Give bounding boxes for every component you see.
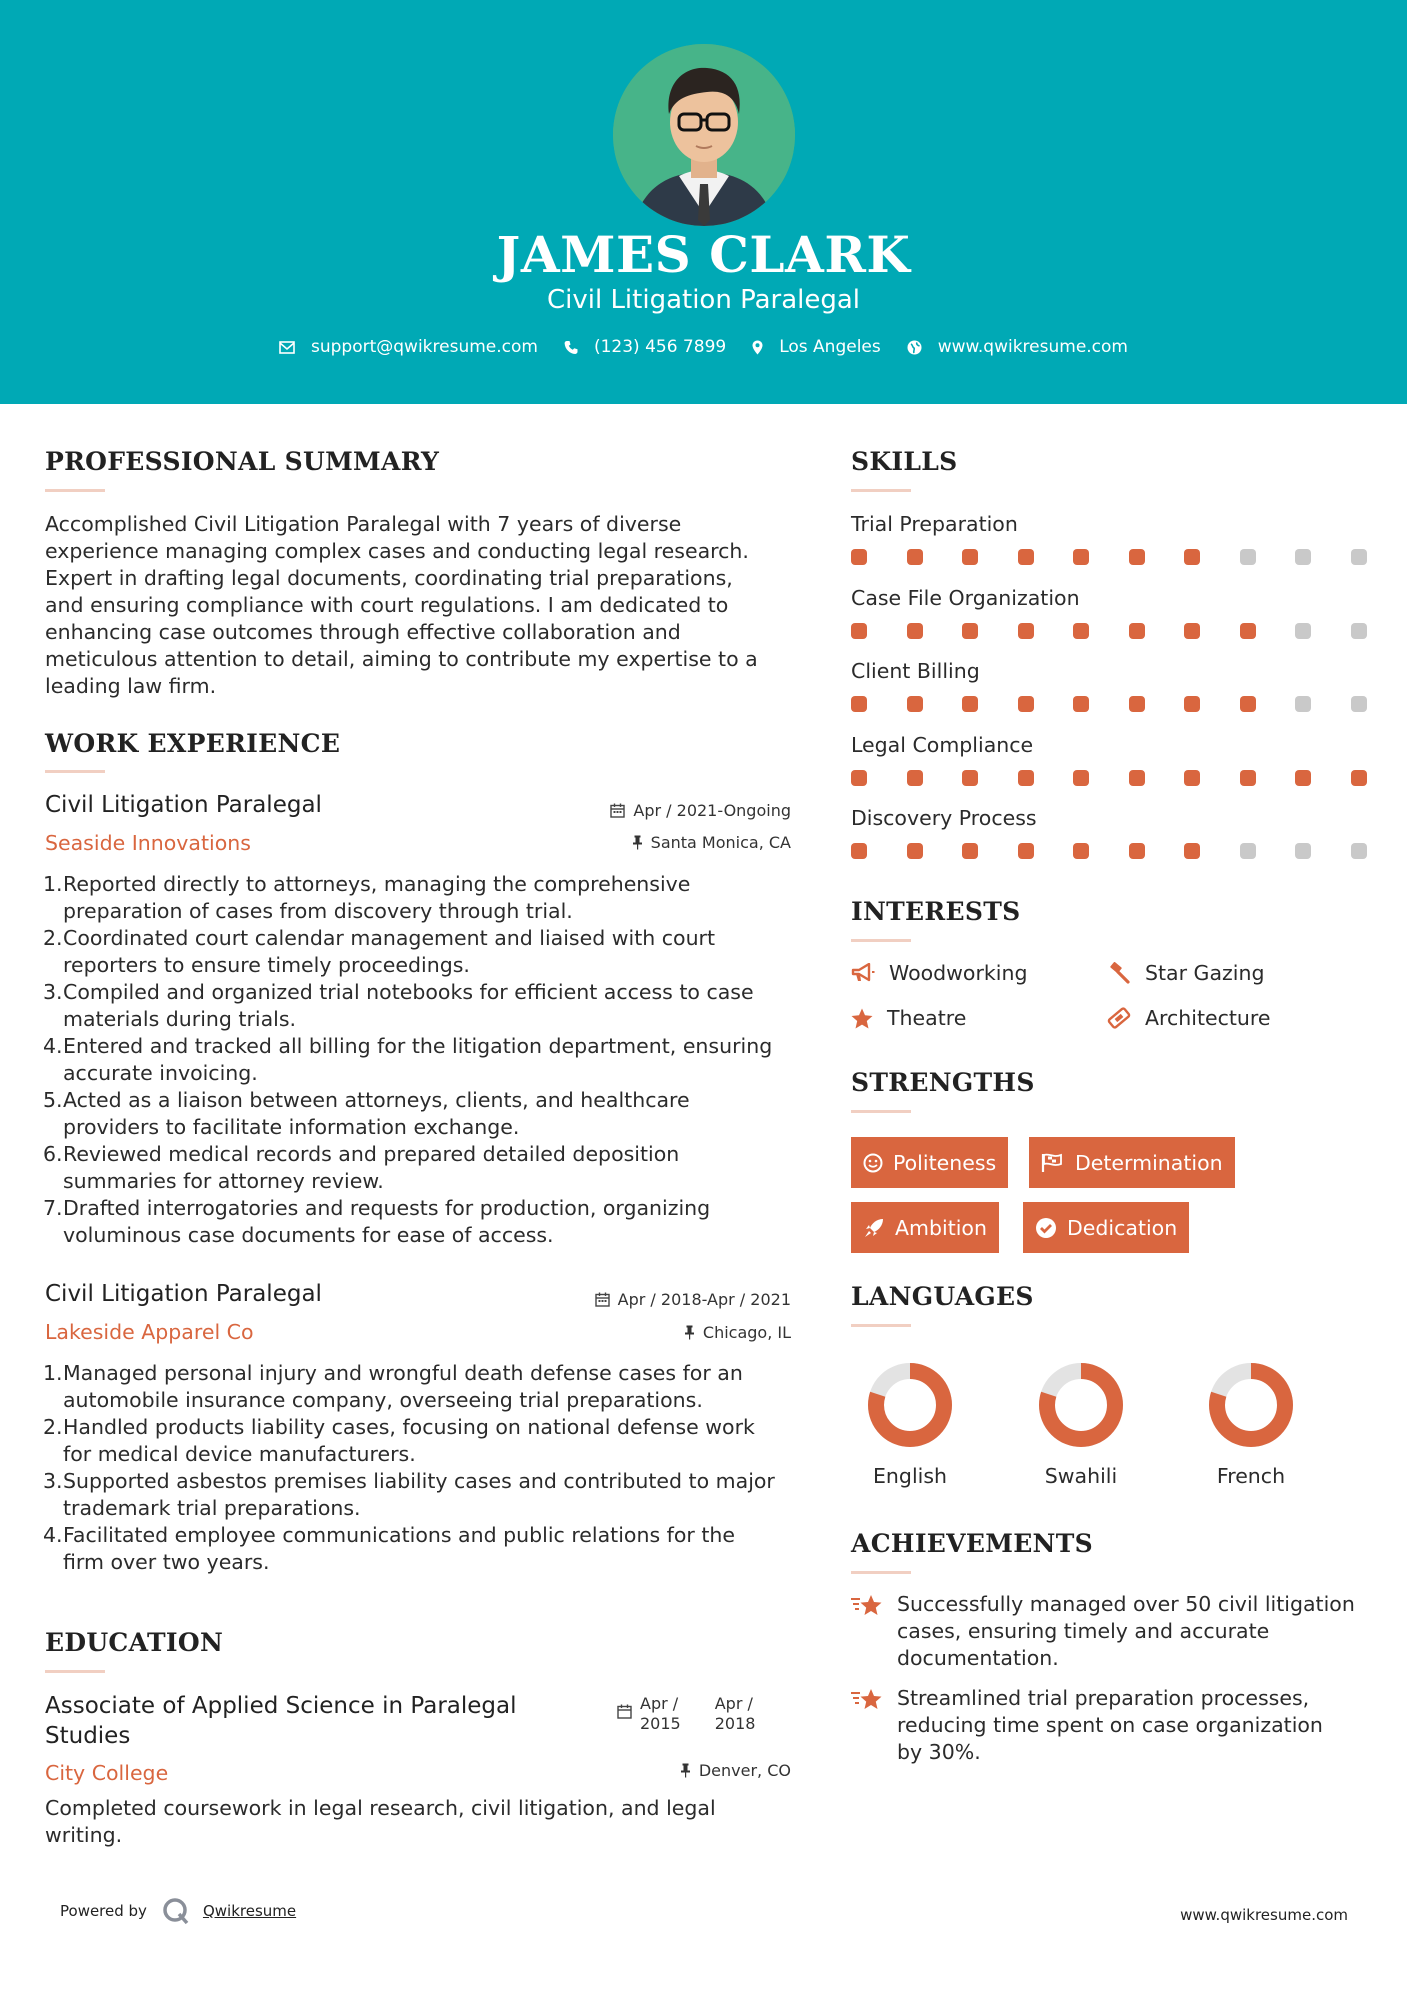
pin-icon: [680, 1763, 691, 1778]
list-item: 6. Reviewed medical records and prepared detailed deposition summaries for attorney review.: [43, 1142, 680, 1193]
skill-dot-empty: [1351, 623, 1367, 639]
language-name: Swahili: [1044, 1464, 1118, 1488]
language-item: [1191, 1360, 1311, 1488]
footer-url[interactable]: www.qwikresume.com: [1180, 1906, 1348, 1924]
skill-rating: [851, 770, 1406, 786]
summary-line: Expert in drafting legal documents, coordinating trial preparations,: [45, 566, 733, 590]
skill-dot-filled: [1129, 696, 1145, 712]
list-item: 1. Managed personal injury and wrongful death defense cases for an automobile insurance company, overseeing trial preparations.: [43, 1361, 743, 1412]
skill-rating: [851, 549, 1406, 565]
skill-dot-filled: [1240, 623, 1256, 639]
skill-name: Trial Preparation: [851, 512, 1018, 536]
pin-icon: [684, 1325, 695, 1340]
education-heading: EDUCATION: [45, 1628, 224, 1657]
skill-dot-filled: [907, 770, 923, 786]
award-star-icon: [851, 1593, 883, 1619]
skills-underline: [851, 489, 911, 492]
award-star-icon: [851, 1687, 883, 1713]
skill-dot-filled: [1184, 549, 1200, 565]
skill-dot-filled: [1129, 843, 1145, 859]
skills-heading: SKILLS: [851, 447, 958, 476]
skill-dot-filled: [962, 696, 978, 712]
skill-dot-filled: [1018, 770, 1034, 786]
language-item: [1021, 1360, 1141, 1488]
skill-dot-filled: [1129, 623, 1145, 639]
phone-icon: [564, 340, 578, 355]
job-responsibilities: [45, 1360, 805, 1576]
interests-underline: [851, 939, 911, 942]
skill-dot-filled: [1184, 623, 1200, 639]
skill-dot-filled: [1295, 770, 1311, 786]
job-responsibilities: [45, 871, 805, 1249]
skill-dot-filled: [907, 623, 923, 639]
contact-website[interactable]: [907, 337, 1128, 357]
achievement-item: [851, 1685, 1371, 1766]
skill-dot-filled: [1184, 843, 1200, 859]
summary-line: enhancing case outcomes through effective collaboration and: [45, 620, 681, 644]
skill-dot-filled: [851, 623, 867, 639]
skill-name: Client Billing: [851, 659, 980, 683]
skill-dot-filled: [962, 549, 978, 565]
skill-rating: [851, 696, 1406, 712]
education-underline: [45, 1670, 105, 1673]
education-end: Apr / 2018: [714, 1694, 756, 1733]
interest-item: Woodworking: [851, 961, 1027, 985]
candidate-name: JAMES CLARK: [496, 225, 911, 284]
list-item: 7. Drafted interrogatories and requests for production, organizing voluminous case documents for ease of access.: [43, 1196, 711, 1247]
candidate-title: Civil Litigation Paralegal: [546, 285, 861, 315]
language-proficiency-ring: [1206, 1360, 1296, 1450]
strengths-heading: STRENGTHS: [851, 1068, 1035, 1097]
job-location: [684, 1323, 791, 1342]
envelope-icon: [279, 341, 295, 354]
email-text: support@qwikresume.com: [311, 337, 538, 357]
ticket-icon: [1107, 1007, 1131, 1029]
language-name: French: [1216, 1464, 1286, 1488]
skill-dot-filled: [1073, 843, 1089, 859]
skill-dot-filled: [907, 696, 923, 712]
company-name: Lakeside Apparel Co: [45, 1320, 254, 1344]
language-proficiency-ring: [1036, 1360, 1126, 1450]
skill-dot-filled: [1240, 770, 1256, 786]
skill-dot-filled: [1018, 549, 1034, 565]
summary-text: [45, 511, 790, 700]
profile-photo: [613, 44, 795, 226]
summary-line: Accomplished Civil Litigation Paralegal with 7 years of diverse: [45, 512, 682, 536]
skill-dot-filled: [851, 770, 867, 786]
globe-icon: [907, 340, 922, 355]
skill-dot-empty: [1351, 843, 1367, 859]
skill-dot-filled: [1351, 770, 1367, 786]
check-circle-icon: [1035, 1217, 1057, 1239]
summary-line: leading law firm.: [45, 674, 217, 698]
list-item: 4. Entered and tracked all billing for the litigation department, ensuring accurate invoicing.: [43, 1034, 773, 1085]
rocket-icon: [863, 1217, 885, 1239]
smile-icon: [863, 1153, 883, 1173]
gavel-icon: [1107, 962, 1131, 984]
strength-badge: Ambition: [851, 1202, 999, 1253]
calendar-icon: [595, 1292, 610, 1307]
location-text: Los Angeles: [779, 337, 881, 357]
skill-dot-filled: [907, 843, 923, 859]
job-dates-text: Apr / 2021-Ongoing: [633, 801, 791, 820]
summary-heading: PROFESSIONAL SUMMARY: [45, 447, 440, 476]
language-item: [850, 1360, 970, 1488]
company-name: Seaside Innovations: [45, 831, 251, 855]
job-dates: [610, 801, 791, 820]
job-location-text: Santa Monica, CA: [650, 833, 791, 852]
experience-underline: [45, 770, 105, 773]
flag-icon: [1041, 1153, 1065, 1173]
contact-bar: [0, 337, 1407, 357]
skill-dot-filled: [1018, 623, 1034, 639]
skill-dot-filled: [1018, 843, 1034, 859]
language-proficiency-ring: [865, 1360, 955, 1450]
footer-powered-by: [60, 1896, 296, 1926]
skill-dot-filled: [962, 623, 978, 639]
skill-dot-filled: [851, 696, 867, 712]
strength-badge: Politeness: [851, 1137, 1008, 1188]
languages-underline: [851, 1324, 911, 1327]
achievements-heading: ACHIEVEMENTS: [851, 1529, 1093, 1558]
star-icon: [851, 1008, 873, 1029]
degree-title: Associate of Applied Science in Paralegal Studies: [45, 1693, 517, 1749]
skill-dot-filled: [1129, 549, 1145, 565]
list-item: 3. Supported asbestos premises liability cases and contributed to major trademark trial preparations.: [43, 1469, 775, 1520]
list-item: 5. Acted as a liaison between attorneys, clients, and healthcare providers to facilitate information exchange.: [43, 1088, 690, 1139]
skill-dot-filled: [1073, 770, 1089, 786]
calendar-icon: [610, 803, 625, 818]
list-item: 2. Coordinated court calendar management and liaised with court reporters to ensure timely proceedings.: [43, 926, 716, 977]
qwikresume-logo-icon: [161, 1896, 191, 1926]
strength-badge: Determination: [1029, 1137, 1235, 1188]
skill-dot-empty: [1240, 843, 1256, 859]
skill-dot-empty: [1351, 549, 1367, 565]
powered-by-text: Powered by: [60, 1902, 147, 1920]
job-title: Civil Litigation Paralegal: [45, 792, 322, 818]
skill-dot-empty: [1240, 549, 1256, 565]
skill-dot-filled: [1240, 696, 1256, 712]
language-name: English: [872, 1464, 948, 1488]
list-item: 1. Reported directly to attorneys, managing the comprehensive preparation of cases from discovery through trial.: [43, 872, 691, 923]
job-dates: [595, 1290, 791, 1309]
contact-phone[interactable]: [564, 337, 726, 357]
job-location: [632, 833, 791, 852]
skill-dot-filled: [1073, 623, 1089, 639]
skill-rating: [851, 623, 1406, 639]
skill-dot-empty: [1351, 696, 1367, 712]
skill-name: Legal Compliance: [851, 732, 1034, 757]
skill-dot-filled: [851, 843, 867, 859]
resume-header: [0, 0, 1407, 404]
skill-dot-filled: [1073, 549, 1089, 565]
calendar-icon: [617, 1704, 632, 1719]
contact-email[interactable]: [279, 337, 538, 357]
skill-dot-filled: [1184, 696, 1200, 712]
website-text: www.qwikresume.com: [937, 337, 1128, 357]
skill-rating: [851, 843, 1406, 859]
education-dates: [617, 1694, 755, 1734]
achievement-text: Streamlined trial preparation processes, reducing time spent on case organization by 30%.: [897, 1686, 1323, 1764]
skill-dot-filled: [962, 843, 978, 859]
skill-dot-filled: [1184, 770, 1200, 786]
achievements-underline: [851, 1571, 911, 1574]
map-pin-icon: [752, 340, 763, 355]
strengths-underline: [851, 1110, 911, 1113]
school-name: City College: [45, 1761, 169, 1785]
skill-dot-empty: [1295, 623, 1311, 639]
job-location-text: Chicago, IL: [702, 1323, 791, 1342]
summary-line: and ensuring compliance with court regulations. I am dedicated to: [45, 593, 729, 617]
job-dates-text: Apr / 2018-Apr / 2021: [617, 1290, 791, 1309]
education-location: Denver, CO: [680, 1761, 791, 1780]
list-item: 3. Compiled and organized trial notebooks for efficient access to case materials during trials.: [43, 980, 754, 1031]
skill-dot-filled: [1129, 770, 1145, 786]
summary-line: experience managing complex cases and conducting legal research.: [45, 539, 749, 563]
interest-item: Architecture: [1107, 1006, 1271, 1030]
skill-dot-empty: [1295, 549, 1311, 565]
achievement-item: [851, 1591, 1371, 1672]
summary-underline: [45, 489, 105, 492]
skill-dot-empty: [1295, 696, 1311, 712]
skill-dot-filled: [851, 549, 867, 565]
languages-heading: LANGUAGES: [851, 1282, 1034, 1311]
skill-dot-filled: [907, 549, 923, 565]
pin-icon: [632, 835, 643, 850]
interests-heading: INTERESTS: [851, 897, 1021, 926]
skill-dot-filled: [962, 770, 978, 786]
job-title: Civil Litigation Paralegal: [45, 1281, 322, 1307]
skill-name: Case File Organization: [851, 585, 1080, 610]
interest-item: Star Gazing: [1107, 961, 1264, 985]
skill-dot-filled: [1018, 696, 1034, 712]
skill-name: Discovery Process: [851, 806, 1037, 830]
interest-item: Theatre: [851, 1006, 966, 1030]
phone-text: (123) 456 7899: [593, 337, 727, 357]
megaphone-icon: [851, 963, 875, 983]
education-description: Completed coursework in legal research, civil litigation, and legal writing.: [45, 1796, 716, 1847]
skill-dot-filled: [1073, 696, 1089, 712]
achievement-text: Successfully managed over 50 civil litigation cases, ensuring timely and accurate documentation.: [897, 1592, 1355, 1670]
contact-location: [752, 337, 881, 357]
qwikresume-link[interactable]: Qwikresume: [202, 1902, 297, 1920]
list-item: 2. Handled products liability cases, focusing on national defense work for medical device manufacturers.: [43, 1415, 755, 1466]
education-start: Apr / 2015: [640, 1694, 681, 1733]
experience-heading: WORK EXPERIENCE: [45, 729, 341, 758]
strength-badge: Dedication: [1023, 1202, 1189, 1253]
skill-dot-empty: [1295, 843, 1311, 859]
list-item: 4. Facilitated employee communications and public relations for the firm over two years.: [43, 1523, 735, 1574]
summary-line: meticulous attention to detail, aiming to contribute my expertise to a: [45, 647, 758, 671]
